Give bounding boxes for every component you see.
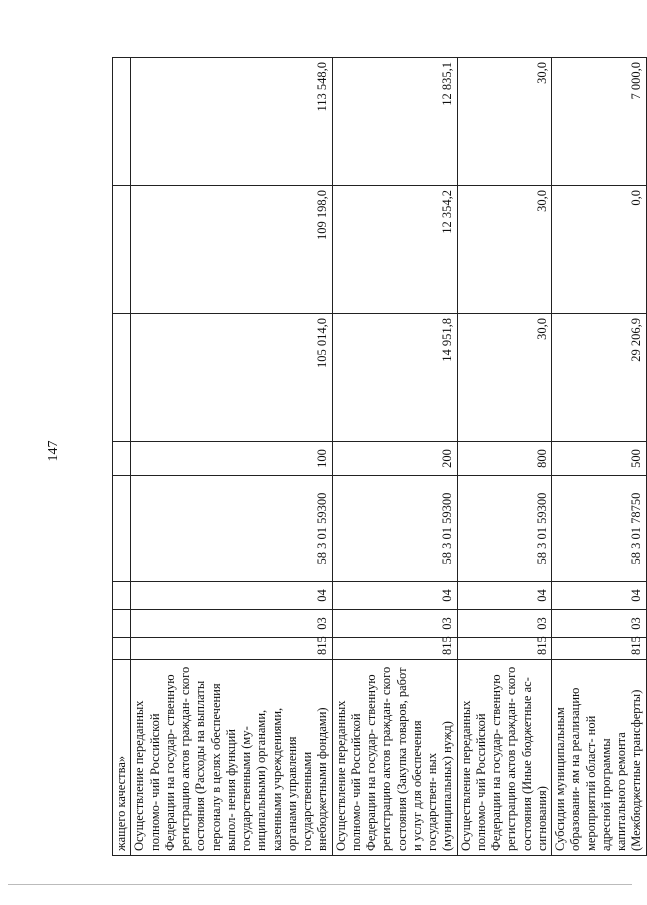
budget-table xyxy=(112,57,647,856)
cell-vr: 100 xyxy=(131,442,332,476)
cell-value-1: 30,0 xyxy=(457,314,552,442)
cell-value-3 xyxy=(113,58,131,186)
bottom-divider xyxy=(8,884,632,885)
cell-value-2: 0,0 xyxy=(552,186,647,314)
cell-value-1 xyxy=(113,314,131,442)
table-row xyxy=(552,58,647,856)
cell-name: Осуществление переданных полномо- чий Российской Федерации на государ- ственную регистрацию актов граждан- ского состояния (Закупка товаров, работ и услуг для обеспечения государствен- ных (муниципальных) нужд) xyxy=(332,660,457,856)
cell-csr: 58 3 01 59300 xyxy=(131,476,332,582)
page-number: 147 xyxy=(46,440,61,462)
table-row xyxy=(332,58,457,856)
cell-value-2: 30,0 xyxy=(457,186,552,314)
cell-pr: 04 xyxy=(457,582,552,610)
table-row xyxy=(457,58,552,856)
cell-pr xyxy=(113,582,131,610)
cell-value-3: 30,0 xyxy=(457,58,552,186)
cell-value-1: 105 014,0 xyxy=(131,314,332,442)
cell-pr: 04 xyxy=(332,582,457,610)
cell-grbs xyxy=(113,638,131,660)
cell-value-1: 14 951,8 xyxy=(332,314,457,442)
cell-name: жащего качества» xyxy=(113,660,131,856)
table-row-header-fragment xyxy=(113,58,131,856)
cell-grbs: 815 xyxy=(457,638,552,660)
cell-value-3: 113 548,0 xyxy=(131,58,332,186)
cell-value-3: 12 835,1 xyxy=(332,58,457,186)
cell-vr: 800 xyxy=(457,442,552,476)
budget-table-wrapper xyxy=(112,58,644,856)
cell-vr xyxy=(113,442,131,476)
cell-pr: 04 xyxy=(552,582,647,610)
cell-pr: 04 xyxy=(131,582,332,610)
cell-grbs: 815 xyxy=(552,638,647,660)
cell-grbs: 815 xyxy=(332,638,457,660)
cell-csr xyxy=(113,476,131,582)
cell-name: Осуществление переданных полномо- чий Российской Федерации на государ- ственную регистрацию актов граждан- ского состояния (Расходы на выплаты персоналу в целях обеспечения выпол- нения функций государственными (му- ниципальными) органами, казенными учреждениями, органами управления государственными внебюджетными фондами) xyxy=(131,660,332,856)
cell-csr: 58 3 01 59300 xyxy=(457,476,552,582)
cell-vr: 500 xyxy=(552,442,647,476)
cell-rz: 03 xyxy=(552,610,647,638)
cell-rz: 03 xyxy=(332,610,457,638)
cell-rz: 03 xyxy=(457,610,552,638)
cell-name: Субсидии муниципальным образовани- ям на реализацию мероприятий област- ной адресной программы капитального ремонта (Межбюджетные трансферты) xyxy=(552,660,647,856)
cell-grbs: 815 xyxy=(131,638,332,660)
cell-csr: 58 3 01 59300 xyxy=(332,476,457,582)
cell-rz: 03 xyxy=(131,610,332,638)
cell-rz xyxy=(113,610,131,638)
cell-value-1: 29 206,9 xyxy=(552,314,647,442)
cell-value-2: 109 198,0 xyxy=(131,186,332,314)
cell-value-3: 7 000,0 xyxy=(552,58,647,186)
table-row xyxy=(131,58,332,856)
cell-vr: 200 xyxy=(332,442,457,476)
cell-csr: 58 3 01 78750 xyxy=(552,476,647,582)
cell-name: Осуществление переданных полномо- чий Российской Федерации на государ- ственную регистрацию актов граждан- ского состояния (Иные бюджетные ас- сигнования) xyxy=(457,660,552,856)
cell-value-2 xyxy=(113,186,131,314)
cell-value-2: 12 354,2 xyxy=(332,186,457,314)
